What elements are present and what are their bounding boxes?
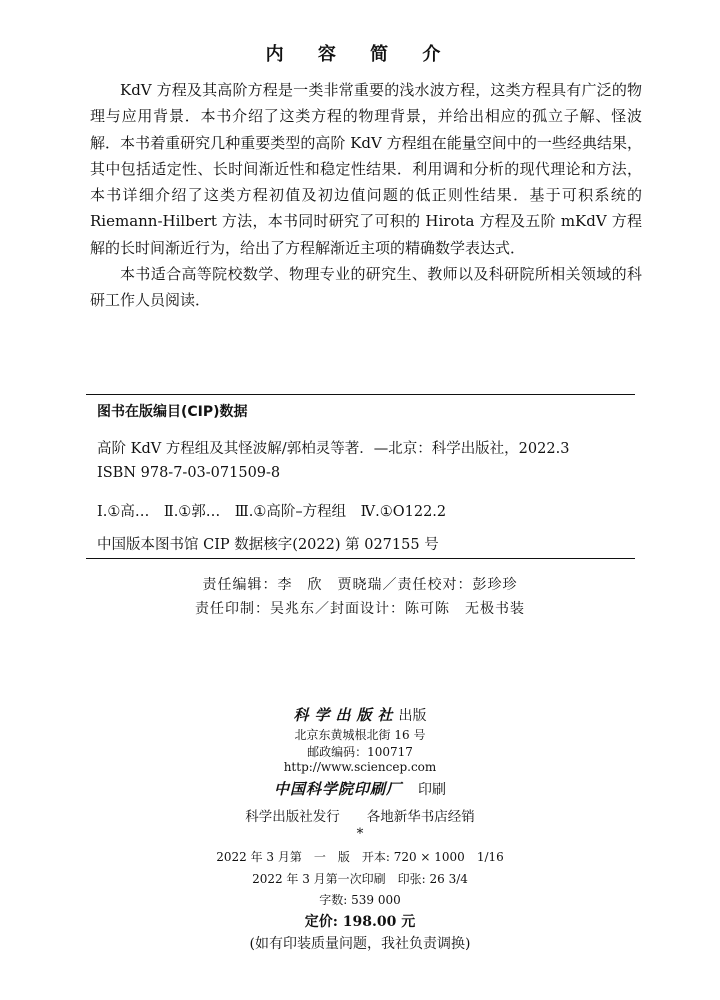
publisher-address: 北京东黄城根北街 16 号: [294, 728, 426, 742]
cip-top-rule: [86, 394, 635, 395]
printer-logo: 中国科学院印刷厂: [273, 780, 402, 798]
summary-section: [90, 77, 642, 314]
cip-classification: Ⅰ.①高… Ⅱ.①郭… Ⅲ.①高阶–方程组 Ⅳ.①O122.2: [97, 504, 447, 520]
publisher-url: http://www.sciencep.com: [283, 760, 437, 774]
page-title: 内 容 简 介: [265, 44, 455, 65]
summary-paragraph-1: KdV 方程及其高阶方程是一类非常重要的浅水波方程，这类方程具有广泛的物理与应用背景．本书介绍了这类方程的物理背景，并给出相应的孤立子解、怪波解．本书着重研究几种重要类型的高阶 KdV 方程组在能量空间中的一些经典结果，其中包括适定性、长时间渐近性和稳定性结果．利用调和分析的现代理论和方法，本书详细介绍了这类方程初值及初边值问题的低正则性结果．基于可积系统的 Riemann-Hilbert 方法，本书同时研究了可积的 Hirota 方程及五阶 mKdV 方程解的长时间渐近行为，给出了方程解渐近主项的精确数学表达式．: [90, 81, 642, 257]
cip-title-line: 高阶 KdV 方程组及其怪波解/郭柏灵等著．—北京：科学出版社，2022.3: [97, 441, 570, 457]
publisher-suffix: 出版: [398, 708, 427, 724]
credits-editors: 责任编辑：李 欣 贾晓瑞／责任校对：彭珍珍: [202, 577, 518, 593]
publisher-line: [0, 704, 720, 725]
credits-production: 责任印制：吴兆东／封面设计：陈可陈 无极书装: [195, 601, 525, 617]
publisher-logo: 科学出版社: [293, 706, 399, 724]
cip-bottom-rule: [86, 558, 635, 559]
separator-star: *: [356, 826, 364, 842]
cip-heading: 图书在版编目(CIP)数据: [97, 404, 248, 420]
publisher-postcode: 邮政编码：100717: [307, 745, 413, 759]
cip-library-record: 中国版本图书馆 CIP 数据核字(2022) 第 027155 号: [97, 537, 439, 553]
printer-suffix: 印刷: [418, 782, 447, 798]
edition-line: 2022 年 3 月第 一 版 开本: 720 × 1000 1/16: [216, 850, 504, 864]
printer-line: [0, 776, 720, 799]
summary-paragraph-2: 本书适合高等院校数学、物理专业的研究生、教师以及科研院所相关领域的科研工作人员阅读．: [90, 265, 642, 310]
quality-notice: (如有印装质量问题，我社负责调换): [249, 936, 471, 952]
cip-isbn: ISBN 978-7-03-071509-8: [97, 465, 281, 481]
word-count: 字数: 539 000: [319, 893, 401, 907]
printing-line: 2022 年 3 月第一次印刷 印张: 26 3/4: [252, 872, 468, 886]
price: 定价: 198.00 元: [304, 914, 416, 930]
distribution-line: 科学出版社发行 各地新华书店经销: [245, 809, 475, 825]
